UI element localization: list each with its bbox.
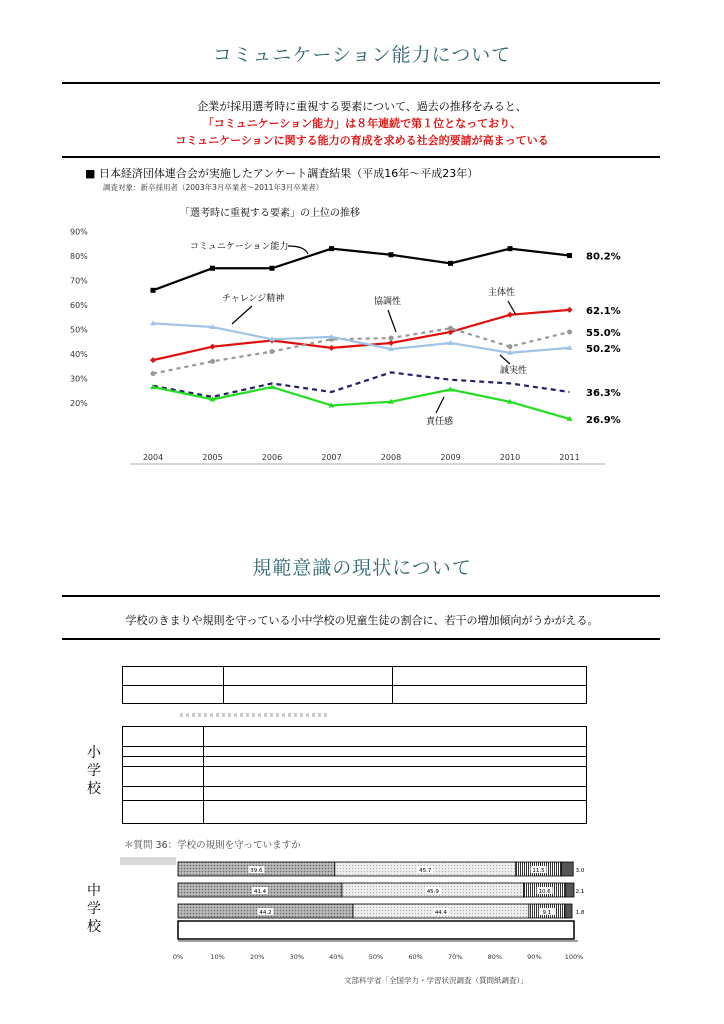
bar-segment — [561, 862, 573, 876]
square-bullet-icon: ■ — [85, 167, 96, 180]
data-point — [150, 357, 156, 363]
y-tick-label: 90% — [70, 227, 88, 237]
survey-title — [85, 165, 478, 181]
data-point — [389, 336, 394, 341]
end-value-label: 80.2% — [586, 251, 621, 263]
legend-table — [122, 666, 587, 704]
elementary-label: 小学校 — [87, 745, 101, 797]
bar-value-label: 1.8 — [575, 910, 585, 916]
arrow-cooperation — [388, 310, 396, 332]
series-line — [153, 372, 570, 397]
bar-value-label: 39.6 — [250, 868, 263, 874]
data-point — [151, 371, 156, 376]
junior-label: 中学校 — [87, 883, 101, 935]
data-point — [567, 253, 572, 258]
intro-line2: 「コミュニケーション能力」は８年連続で第１位となっており、 — [202, 117, 522, 130]
data-point — [388, 340, 394, 346]
x-tick-label: 2007 — [321, 453, 342, 462]
y-tick-label: 60% — [70, 301, 88, 310]
extra-bar-outline — [178, 921, 574, 939]
end-value-label: 36.3% — [586, 387, 621, 399]
y-tick-label: 20% — [70, 399, 88, 408]
x-tick-label: 2004 — [142, 453, 164, 462]
bar-x-tick-label: 0% — [172, 953, 184, 961]
intro-line3: コミュニケーションに関する能力の育成を求める社会的要請が高まっている — [175, 134, 549, 147]
bar-segment — [566, 883, 574, 897]
bar-value-label: 45.7 — [419, 868, 432, 874]
bar-x-tick-label: 100% — [564, 953, 584, 961]
arrow-challenge — [232, 306, 252, 324]
faded-caption — [180, 713, 330, 717]
data-point — [210, 359, 215, 364]
end-value-label: 50.2% — [586, 343, 621, 355]
bar-x-tick-label: 50% — [368, 953, 384, 961]
series-line — [153, 387, 570, 419]
section2-title: 規範意識の現状について — [252, 557, 472, 579]
bar-x-tick-label: 80% — [487, 953, 503, 961]
bar-value-label: 10.6 — [538, 889, 551, 895]
x-tick-label: 2011 — [559, 453, 580, 462]
y-tick-label: 50% — [70, 325, 88, 335]
label-initiative: 主体性 — [488, 288, 516, 298]
data-point — [448, 261, 453, 266]
data-point — [210, 266, 215, 271]
bar-x-tick-label: 20% — [249, 953, 265, 961]
data-point — [329, 246, 334, 251]
end-value-label: 55.0% — [586, 327, 621, 339]
intro-text — [0, 98, 724, 149]
bar-value-label: 2.1 — [575, 889, 585, 895]
end-value-label: 62.1% — [586, 305, 621, 317]
bar-value-label: 44.2 — [259, 910, 272, 916]
x-tick-label: 2010 — [499, 453, 521, 462]
bar-value-label: 45.9 — [426, 889, 439, 895]
bar-x-tick-label: 30% — [289, 953, 305, 961]
divider — [62, 82, 660, 84]
arrow-responsibility — [436, 397, 444, 413]
survey-note: 調査対象：新卒採用者（2003年3月卒業者～2011年3月卒業者） — [103, 183, 324, 192]
y-tick-label: 40% — [70, 350, 88, 359]
survey-title-text: 日本経済団体連合会が実施したアンケート調査結果（平成16年～平成23年） — [98, 167, 479, 180]
arrow-communication — [288, 246, 308, 254]
bar-segment — [565, 904, 572, 918]
section2-intro: 学校のきまりや規則を守っている小中学校の児童生徒の割合に、若干の増加傾向がうかがえる。 — [125, 614, 599, 627]
bar-value-label: 41.4 — [253, 889, 267, 895]
section1-title: コミュニケーション能力について — [212, 44, 512, 66]
bar-x-tick-label: 10% — [210, 953, 225, 961]
intro-line1: 企業が採用選考時に重視する要素について、過去の推移をみると、 — [197, 100, 527, 113]
chart-title: 「選考時に重視する要素」の上位の推移 — [180, 208, 360, 219]
data-point — [151, 288, 156, 293]
data-point — [567, 307, 573, 313]
x-tick-label: 2006 — [261, 453, 283, 462]
line-chart — [60, 198, 680, 470]
arrow-sincerity — [500, 355, 510, 364]
y-tick-label: 30% — [70, 374, 88, 384]
data-point — [270, 266, 275, 271]
label-challenge: チャレンジ精神 — [222, 294, 285, 304]
y-tick-label: 70% — [70, 276, 88, 286]
data-point — [389, 252, 394, 257]
bar-x-tick-label: 40% — [329, 953, 344, 961]
faded-row-label — [120, 857, 176, 865]
source-note: 文部科学省「全国学力・学習状況調査（質問紙調査）」 — [344, 976, 528, 985]
bar-value-label: 11.5 — [532, 868, 545, 874]
divider — [62, 595, 660, 597]
label-cooperation: 協調性 — [374, 297, 402, 307]
x-tick-label: 2008 — [380, 453, 402, 462]
data-point — [329, 345, 335, 351]
label-sincerity: 誠実性 — [500, 366, 528, 376]
bar-value-label: 44.4 — [434, 910, 448, 916]
x-tick-label: 2009 — [440, 453, 461, 462]
data-point — [567, 329, 572, 334]
bar-value-label: 9.1 — [542, 910, 552, 916]
bar-value-label: 3.0 — [575, 868, 585, 874]
label-communication: コミュニケーション能力 — [190, 242, 289, 252]
x-tick-label: 2005 — [202, 453, 223, 462]
label-responsibility: 責任感 — [426, 417, 454, 427]
data-point — [210, 344, 216, 350]
bar-x-tick-label: 70% — [447, 953, 463, 961]
bar-x-tick-label: 90% — [527, 953, 542, 961]
series-line — [153, 249, 570, 291]
data-point — [270, 349, 275, 354]
data-point — [508, 344, 513, 349]
data-point — [448, 326, 453, 331]
data-point — [507, 312, 513, 318]
end-value-label: 26.9% — [586, 414, 621, 426]
bar-x-tick-label: 60% — [408, 953, 423, 961]
divider — [62, 156, 660, 158]
stacked-bar-chart — [120, 855, 600, 967]
elementary-table — [122, 726, 587, 824]
question-text: ＊質問 36：学校の規則を守っていますか — [124, 840, 301, 851]
data-point — [508, 246, 513, 251]
y-tick-label: 80% — [70, 252, 88, 261]
divider — [62, 638, 660, 640]
